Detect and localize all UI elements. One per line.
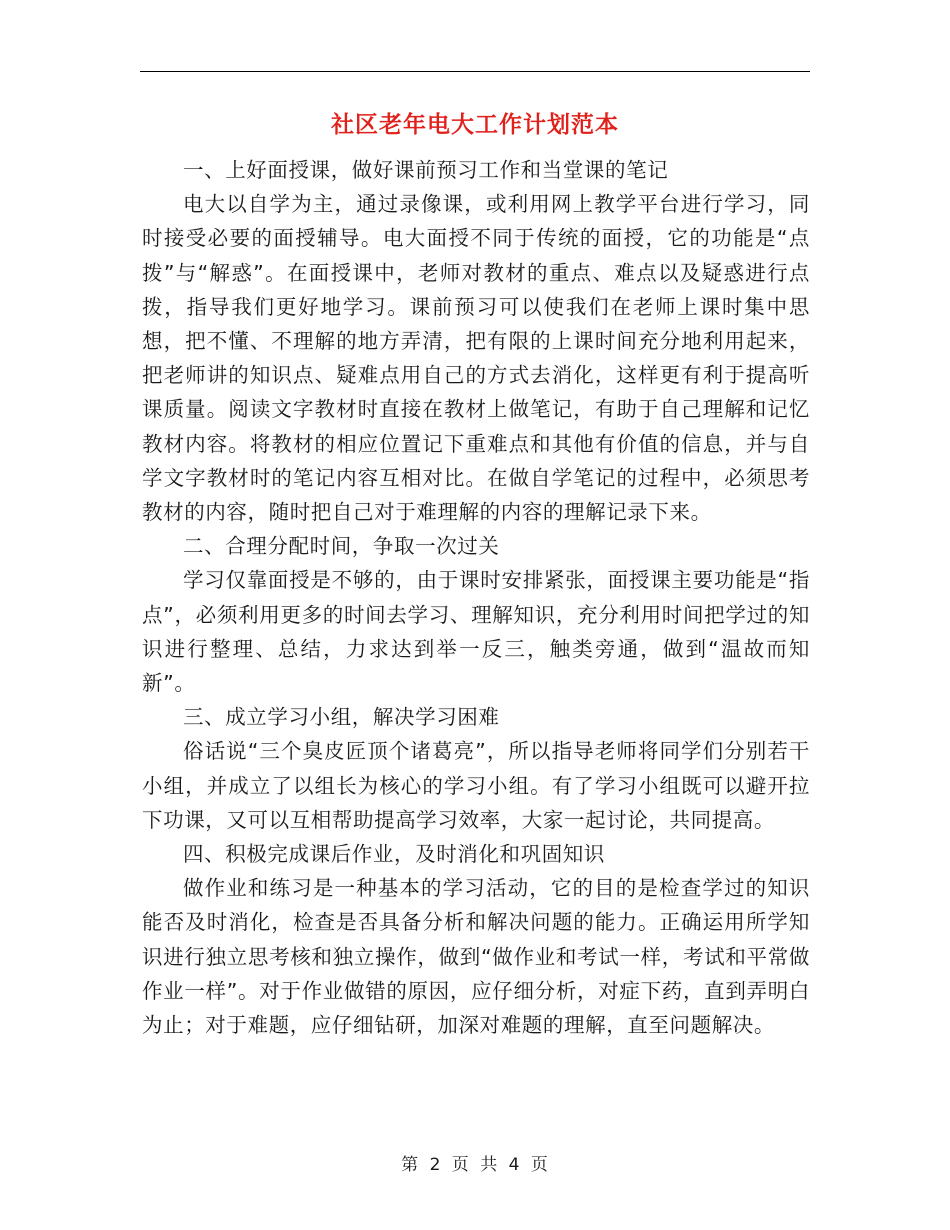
footer-current-page: 2 [429, 1155, 442, 1175]
section-paragraph-3: 俗话说“三个臭皮匠顶个诸葛亮”，所以指导老师将同学们分别若干小组，并成立了以组长为核心的学习小组。有了学习小组既可以避开拉下功课，又可以互相帮助提高学习效率，大家一起讨论，共同提高。 [142, 739, 810, 832]
footer-page-word: 页 [451, 1155, 470, 1175]
document-title: 社区老年电大工作计划范本 [331, 112, 619, 138]
footer-total-pages: 4 [508, 1155, 521, 1175]
footer-suffix: 页 [530, 1155, 549, 1175]
page-footer [0, 1153, 950, 1177]
section-paragraph-4: 做作业和练习是一种基本的学习活动，它的目的是检查学过的知识能否及时消化，检查是否具备分析和解决问题的能力。正确运用所学知识进行独立思考核和独立操作，做到“做作业和考试一样，考试和平常做作业一样”。对于作业做错的原因，应仔细分析，对症下药，直到弄明白为止；对于难题，应仔细钻研，加深对难题的理解，直至问题解决。 [142, 876, 810, 1038]
section-heading-4: 四、积极完成课后作业，及时消化和巩固知识 [183, 842, 605, 867]
section-heading-2: 二、合理分配时间，争取一次过关 [183, 534, 500, 559]
footer-total-word: 共 [480, 1155, 499, 1175]
header-rule [140, 71, 810, 72]
section-heading-1: 一、上好面授课，做好课前预习工作和当堂课的笔记 [183, 158, 669, 182]
section-paragraph-2: 学习仅靠面授是不够的，由于课时安排紧张，面授课主要功能是“指点”，必须利用更多的时间去学习、理解知识，充分利用时间把学过的知识进行整理、总结，力求达到举一反三，触类旁通，做到“温故而知新”。 [142, 568, 810, 696]
section-paragraph-1: 电大以自学为主，通过录像课，或利用网上教学平台进行学习，同时接受必要的面授辅导。电大面授不同于传统的面授，它的功能是“点拨”与“解惑”。在面授课中，老师对教材的重点、难点以及疑惑进行点拨，指导我们更好地学习。课前预习可以使我们在老师上课时集中思想，把不懂、不理解的地方弄清，把有限的上课时间充分地利用起来，把老师讲的知识点、疑难点用自己的方式去消化，这样更有利于提高听课质量。阅读文字教材时直接在教材上做笔记，有助于自己理解和记忆教材内容。将教材的相应位置记下重难点和其他有价值的信息，并与自学文字教材时的笔记内容互相对比。在做自学笔记的过程中，必须思考教材的内容，随时把自己对于难理解的内容的理解记录下来。 [142, 192, 810, 525]
document-body [142, 153, 810, 1042]
section-heading-3: 三、成立学习小组，解决学习困难 [183, 705, 500, 730]
footer-prefix: 第 [401, 1155, 420, 1175]
